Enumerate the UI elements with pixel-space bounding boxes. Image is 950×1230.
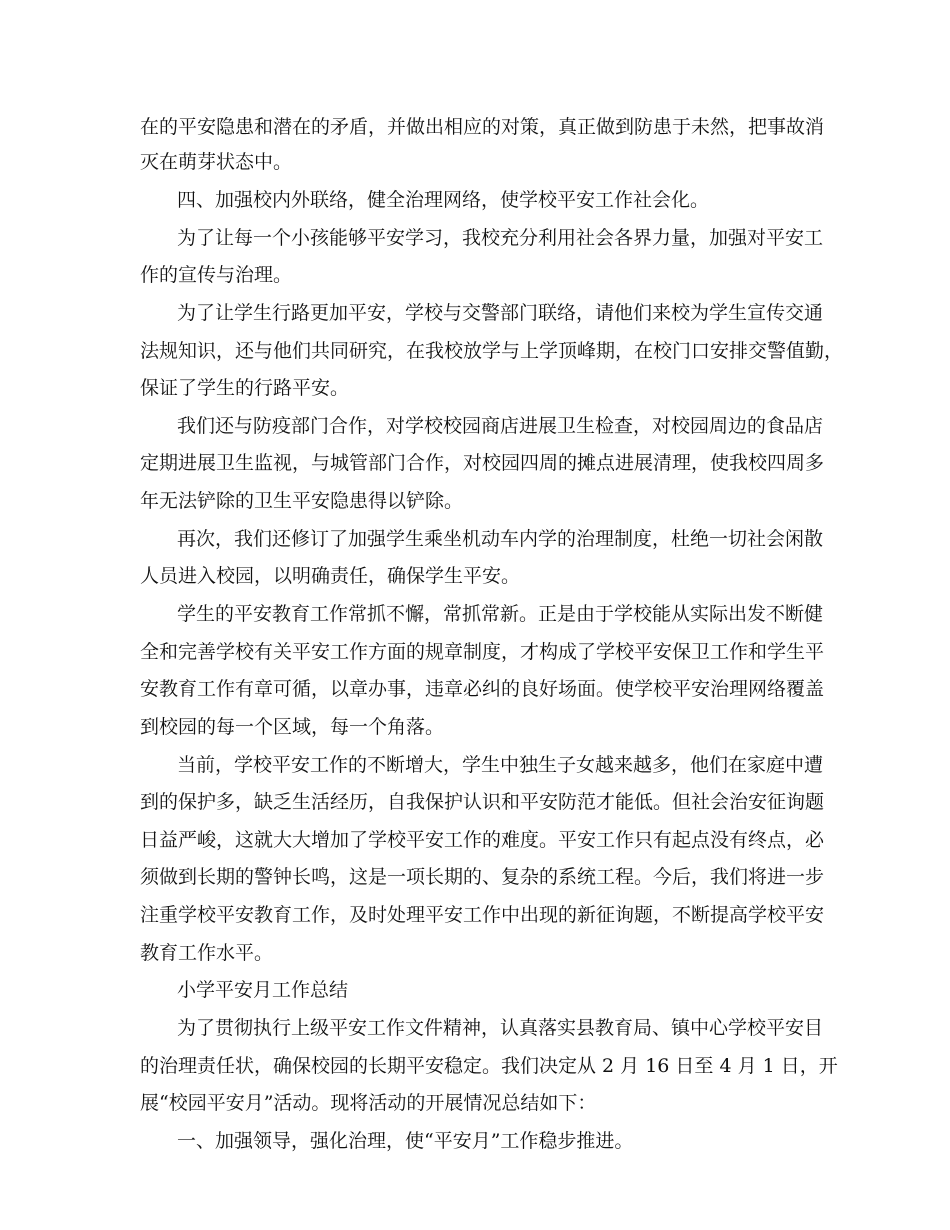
text-line: 为了让学生行路更加平安，学校与交警部门联络，请他们来校为学生宣传交通 xyxy=(177,302,824,324)
text-line: 日益严峻，这就大大增加了学校平安工作的难度。平安工作只有起点没有终点，必 xyxy=(140,829,825,851)
text-line: 定期进展卫生监视，与城管部门合作，对校园四周的摊点进展清理，使我校四周多 xyxy=(140,452,825,474)
text-line: 人员进入校园，以明确责任，确保学生平安。 xyxy=(140,565,521,587)
text-line: 注重学校平安教育工作，及时处理平安工作中出现的新征询题，不断提高学校平安 xyxy=(140,904,825,926)
text-line: 到校园的每一个区域，每一个角落。 xyxy=(140,716,445,738)
text-line: 当前，学校平安工作的不断增大，学生中独生子女越来越多，他们在家庭中遭 xyxy=(177,754,824,776)
text-line: 须做到长期的警钟长鸣，这是一项长期的、复杂的系统工程。今后，我们将进一步 xyxy=(140,866,825,888)
document-title: 小学平安月工作总结 xyxy=(177,979,349,1001)
text-line: 学生的平安教育工作常抓不懈，常抓常新。正是由于学校能从实际出发不断健 xyxy=(177,603,824,625)
text-line: 年无法铲除的卫生平安隐患得以铲除。 xyxy=(140,490,464,512)
text-line: 安教育工作有章可循，以章办事，违章必纠的良好场面。使学校平安治理网络覆盖 xyxy=(140,678,825,700)
text-line: 我们还与防疫部门合作，对学校校园商店进展卫生检查，对校园周边的食品店 xyxy=(177,415,824,437)
text-line: 在的平安隐患和潜在的矛盾，并做出相应的对策，真正做到防患于未然，把事故消 xyxy=(140,116,825,138)
text-line: 保证了学生的行路平安。 xyxy=(140,377,350,399)
text-line: 的治理责任状，确保校园的长期平安稳定。我们决定从 2 月 16 日至 4 月 1 日，开 xyxy=(140,1055,838,1077)
text-line: 作的宣传与治理。 xyxy=(140,264,293,286)
section-heading: 一、加强领导，强化治理，使“平安月”工作稳步推进。 xyxy=(177,1130,634,1152)
section-heading: 四、加强校内外联络，健全治理网络，使学校平安工作社会化。 xyxy=(177,189,710,211)
text-line: 灭在萌芽状态中。 xyxy=(140,151,293,173)
text-line: 法规知识，还与他们共同研究，在我校放学与上学顶峰期，在校门口安排交警值勤， xyxy=(140,340,844,362)
text-line: 为了让每一个小孩能够平安学习，我校充分利用社会各界力量，加强对平安工 xyxy=(177,227,824,249)
text-line: 为了贯彻执行上级平安工作文件精神，认真落实县教育局、镇中心学校平安目 xyxy=(177,1017,824,1039)
text-line: 全和完善学校有关平安工作方面的规章制度，才构成了学校平安保卫工作和学生平 xyxy=(140,641,825,663)
text-line: 再次，我们还修订了加强学生乘坐机动车内学的治理制度，杜绝一切社会闲散 xyxy=(177,528,824,550)
text-line: 到的保护多，缺乏生活经历，自我保护认识和平安防范才能低。但社会治安征询题 xyxy=(140,791,825,813)
text-line: 教育工作水平。 xyxy=(140,942,274,964)
text-line: 展“校园平安月”活动。现将活动的开展情况总结如下： xyxy=(140,1092,597,1114)
